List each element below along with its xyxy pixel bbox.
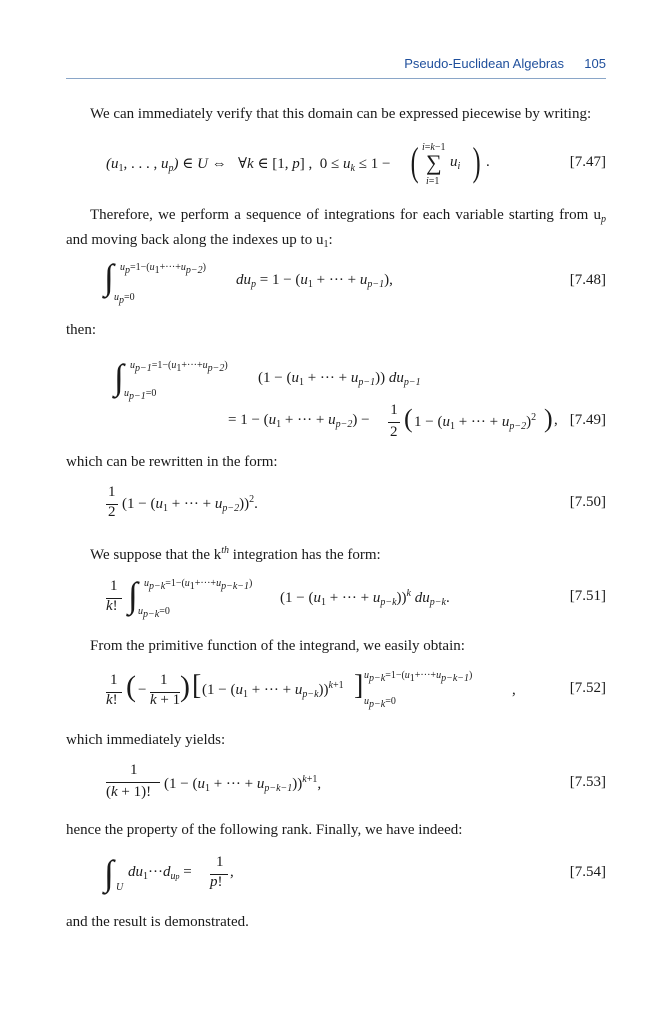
equation-number-7-50: [7.50] (569, 494, 606, 510)
paragraph-2-end: and moving back along the indexes up to u (66, 232, 324, 248)
paragraph-2-text: Therefore, we perform a sequence of integrations for each variable starting from u (90, 207, 601, 223)
equation-number-7-54: [7.54] (569, 864, 606, 880)
running-header (66, 52, 606, 79)
paragraph-8: hence the property of the following rank. Finally, we have indeed: (66, 822, 463, 838)
equation-number-7-51: [7.51] (569, 588, 606, 604)
page-number: 105 (584, 56, 606, 71)
equation-7-54: ∫ U $du_1\cdot\cdot\cdot d_{up}$ = 1 p! , [7.54] (104, 853, 606, 893)
equation-7-51: 1 k! ∫ up−k=1−(u1+···+up−k−1) up−k=0 ($1 - (u_1$ + ··· + $u_{p-k}))^k$ $du_{p-k}$. [7.51] (106, 575, 606, 620)
equation-number-7-49: [7.49] (569, 412, 606, 428)
equation-number-7-48: [7.48] (569, 272, 606, 288)
paragraph-5 (66, 540, 606, 566)
equation-number-7-47: [7.47] (569, 154, 606, 170)
equation-7-52: 1 k! ( − 1 k + 1 ) [ ($1 - (u_1$ + ··· + $u_{p-k}))^{k+1}$ ] up−k=1−(u1+···+up−k−1) up−k=0 , [7.52] (106, 670, 606, 710)
paragraph-5-sup: th (221, 545, 230, 556)
equation-number-7-53: [7.53] (569, 774, 606, 790)
paragraph-3: then: (66, 322, 96, 338)
paragraph-4: which can be rewritten in the form: (66, 454, 278, 470)
running-header-title: Pseudo-Euclidean Algebras (404, 56, 564, 71)
paragraph-9: and the result is demonstrated. (66, 914, 249, 930)
paragraph-1: We can immediately verify that this domain can be expressed piecewise by writing: (90, 106, 592, 122)
paragraph-6: From the primitive function of the integrand, we easily obtain: (90, 638, 465, 654)
paragraph-7: which immediately yields: (66, 732, 226, 748)
equation-number-7-52: [7.52] (569, 680, 606, 696)
equation-7-53: 1 (k + 1)! ($1 - (u_1$ + ··· + $u_{p-k-1}))^{k+1}$, [7.53] (106, 762, 606, 800)
paragraph-5-post: integration has the form: (229, 547, 381, 563)
equation-7-49: ∫ up−1=1−(u1+···+up−2) up−1=0 ($1 - (u_1$ + ··· + $u_{p-1}$)) $du_{p-1}$ = $1 - (u_1$ + ··· + $u_{p-2}$) − 1 2 ( $1 - (u_1$ + ··· + $u_{p-2})^2$ ) , [7.49] (114, 357, 606, 440)
paragraph-5-text: We suppose that the k (90, 547, 222, 563)
equation-7-50: 1 2 ($1 - (u_1$ + ··· + $u_{p-2}))^2$. [7.50] (108, 484, 606, 520)
equation-7-47: ($u_1$, . . . , $u_p$) ∈ U ⇔ ∀k ∈ [1, p] , $0 \le u_k \le 1$ − ( i=k−1 ∑ $u_i$ i=1 ) . [7.47] (106, 139, 606, 187)
paragraph-2: Therefore, we perform a sequence of integrations for each variable starting from $u_p$ and moving back along the indexes up to $u_1$: (66, 207, 606, 250)
equation-7-48: ∫ up=1−(u1+···+up−2) up=0 $du_p = 1 - (u_1$ + ··· + $u_{p-1}$), [7.48] (104, 257, 606, 306)
